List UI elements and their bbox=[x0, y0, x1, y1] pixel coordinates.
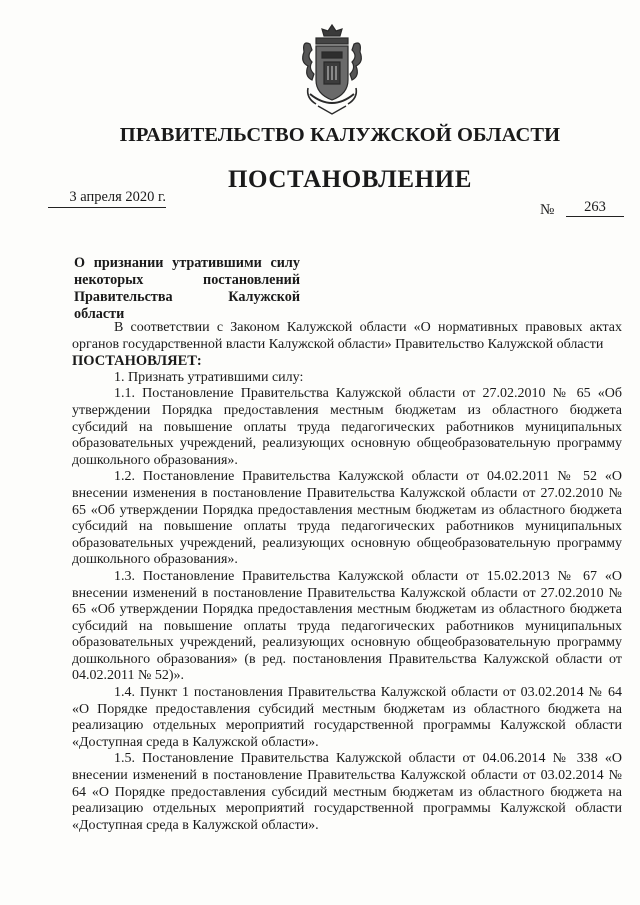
item-1-4: 1.4. Пункт 1 постановления Правительства Калужской области от 03.02.2014 № 64 «О Порядке предоставления субсидий местным бюджетам из областного бюджета на реализацию отдельных мероприятий государственной программы Калужской области «Доступная среда в Калужской области». bbox=[72, 685, 622, 750]
item-1-3: 1.3. Постановление Правительства Калужской области от 15.02.2013 № 67 «О внесении изменений в постановление Правительства Калужской области от 27.02.2010 № 65 «Об утверждении Порядка предоставления местным бюджетам из областного бюджета субсидий на повышение оплаты труда педагогических работников муниципальных образовательных учреждений, реализующих основную общеобразовательную программу дошкольного образования» (в ред. постановления Правительства Калужской области от 04.02.2011 № 52)». bbox=[72, 568, 622, 684]
number-label: № bbox=[540, 202, 555, 218]
coat-of-arms-icon bbox=[296, 22, 368, 118]
organization-name: ПРАВИТЕЛЬСТВО КАЛУЖСКОЙ ОБЛАСТИ bbox=[119, 124, 561, 146]
item-1-2: 1.2. Постановление Правительства Калужской области от 04.02.2011 № 52 «О внесении изменения в постановление Правительства Калужской области от 27.02.2010 № 65 «Об утверждении Порядка предоставления местным бюджетам из областного бюджета субсидий на повышение оплаты труда педагогических работников муниципальных образовательных учреждений, реализующих основную общеобразовательную программу дошкольного образования». bbox=[72, 469, 622, 568]
item-1-5: 1.5. Постановление Правительства Калужской области от 04.06.2014 № 338 «О внесении изменений в постановление Правительства Калужской области от 03.02.2014 № 64 «О Порядке предоставления субсидий местным бюджетам из областного бюджета на реализацию отдельных мероприятий государственной программы Калужской области «Доступная среда в Калужской области». bbox=[72, 751, 622, 833]
subject-line: О признании утратившими силу bbox=[74, 255, 300, 271]
document-number: 263 bbox=[566, 199, 624, 217]
resolve-heading: ПОСТАНОВЛЯЕТ: bbox=[72, 353, 202, 370]
document-date: 3 апреля 2020 г. bbox=[48, 189, 166, 208]
item-1: 1. Признать утратившими силу: bbox=[114, 369, 304, 385]
document-body bbox=[72, 320, 622, 834]
subject-line: некоторых постановлений bbox=[74, 272, 300, 288]
item-1-1: 1.1. Постановление Правительства Калужской области от 27.02.2010 № 65 «Об утверждении Порядка предоставления местным бюджетам из областного бюджета субсидий на повышение оплаты труда педагогических работников муниципальных образовательных учреждений, реализующих основную общеобразовательную программу дошкольного образования». bbox=[72, 386, 622, 468]
document-subject bbox=[74, 255, 300, 323]
preamble-paragraph: В соответствии с Законом Калужской области «О нормативных правовых актах органов государственной власти Калужской области» Правительство Калужской области bbox=[72, 320, 622, 352]
subject-line: Правительства Калужской области bbox=[74, 289, 300, 322]
document-type: ПОСТАНОВЛЕНИЕ bbox=[227, 166, 473, 193]
